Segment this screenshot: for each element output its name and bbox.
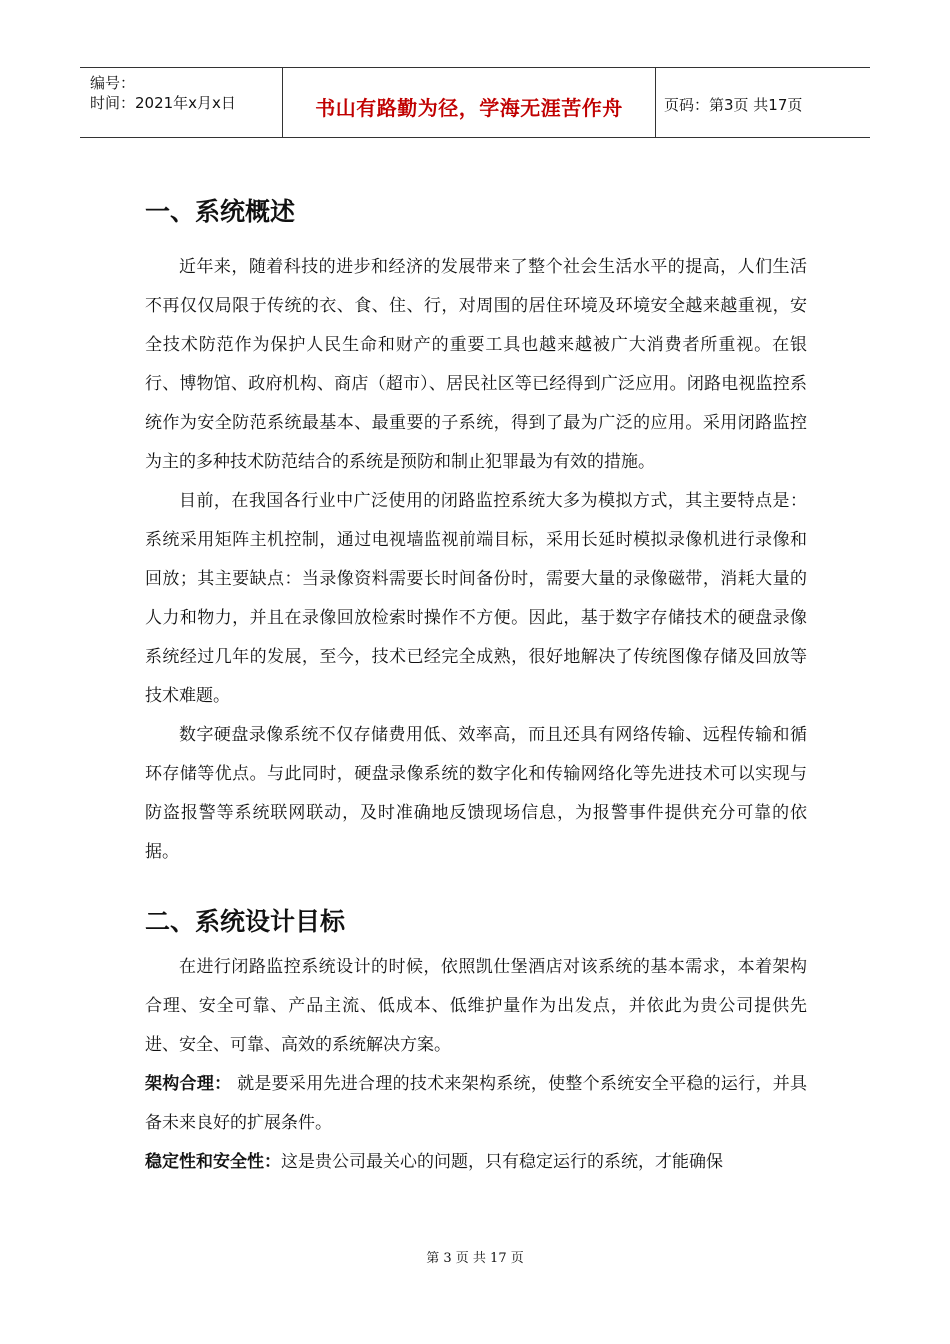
header-motto-cell (282, 68, 656, 137)
header-info-cell (80, 68, 282, 137)
page-info: 页码：第3页 共17页 (664, 96, 803, 114)
page-footer: 第 3 页 共 17 页 (426, 1251, 524, 1266)
header-page-cell (656, 68, 870, 137)
section2-intro: 在进行闭路监控系统设计的时候，依照凯仕堡酒店对该系统的基本需求，本着架构合理、安全可靠、产品主流、低成本、低维护量作为出发点，并依此为贵公司提供先进、安全、可靠、高效的系统解决方案。 (145, 957, 807, 1055)
item-term-architecture: 架构合理： (145, 1074, 232, 1094)
item-text-stability: 这是贵公司最关心的问题，只有稳定运行的系统，才能确保 (281, 1152, 723, 1172)
motto: 书山有路勤为径，学海无涯苦作舟 (315, 96, 623, 120)
section1-paragraph-1: 近年来，随着科技的进步和经济的发展带来了整个社会生活水平的提高，人们生活不再仅仅局限于传统的衣、食、住、行，对周围的居住环境及环境安全越来越重视，安全技术防范作为保护人民生命和财产的重要工具也越来越被广大消费者所重视。在银行、博物馆、政府机构、商店（超市）、居民社区等已经得到广泛应用。闭路电视监控系统作为安全防范系统最基本、最重要的子系统，得到了最为广泛的应用。采用闭路监控为主的多种技术防范结合的系统是预防和制止犯罪最为有效的措施。 (145, 257, 807, 472)
section1-paragraph-2: 目前，在我国各行业中广泛使用的闭路监控系统大多为模拟方式，其主要特点是：系统采用矩阵主机控制，通过电视墙监视前端目标，采用长延时模拟录像机进行录像和回放；其主要缺点：当录像资料需要长时间备份时，需要大量的录像磁带，消耗大量的人力和物力，并且在录像回放检索时操作不方便。因此，基于数字存储技术的硬盘录像系统经过几年的发展，至今，技术已经完全成熟，很好地解决了传统图像存储及回放等技术难题。 (145, 491, 807, 706)
section2-item-architecture (145, 1065, 807, 1143)
date-line: 时间：2021年x月x日 (90, 94, 236, 112)
section1-paragraph-3: 数字硬盘录像系统不仅存储费用低、效率高，而且还具有网络传输、远程传输和循环存储等优点。与此同时，硬盘录像系统的数字化和传输网络化等先进技术可以实现与防盗报警等系统联网联动，及时准确地反馈现场信息，为报警事件提供充分可靠的依据。 (145, 725, 807, 862)
section2-item-stability (145, 1143, 807, 1182)
section1-heading: 一、系统概述 (145, 197, 296, 226)
section2-heading: 二、系统设计目标 (145, 907, 346, 936)
document-body (145, 186, 807, 1182)
header-table (80, 67, 870, 138)
item-text-architecture: 就是要采用先进合理的技术来架构系统，使整个系统安全平稳的运行，并具备未来良好的扩展条件。 (145, 1074, 808, 1133)
number-label: 编号： (90, 74, 136, 92)
item-term-stability: 稳定性和安全性： (145, 1152, 281, 1172)
